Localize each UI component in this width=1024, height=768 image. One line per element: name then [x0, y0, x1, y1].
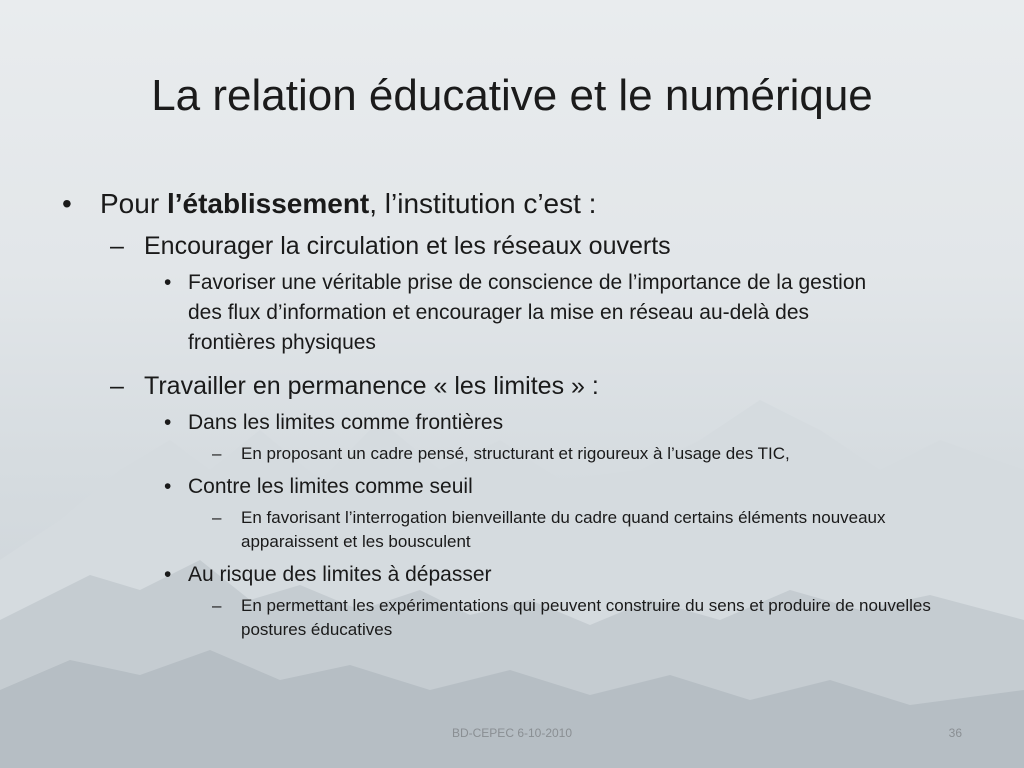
bullet-prefix: Pour	[100, 188, 167, 219]
dash-marker: –	[212, 444, 222, 463]
bullet-suffix: , l’institution c’est :	[369, 188, 597, 219]
bullet-level4	[212, 506, 962, 554]
bullet-marker: •	[62, 188, 72, 219]
page-number: 36	[948, 726, 962, 740]
bullet-level3	[162, 268, 962, 358]
bullet-level1	[62, 184, 962, 224]
bullet-marker: •	[164, 411, 172, 434]
bullet-marker: •	[164, 475, 172, 498]
bullet-text: En favorisant l’interrogation bienveillante du cadre quand certains éléments nouveaux apparaissent et les bousculent	[241, 508, 886, 551]
bullet-text: Travailler en permanence « les limites » :	[144, 372, 599, 400]
bullet-text: En permettant les expérimentations qui peuvent construire du sens et produire de nouvelles postures éducatives	[241, 596, 931, 639]
bullet-level2	[110, 370, 962, 402]
dash-marker: –	[110, 232, 124, 260]
bullet-text: Dans les limites comme frontières	[188, 411, 504, 434]
footer-text: BD-CEPEC 6-10-2010	[451, 726, 573, 740]
bullet-marker: •	[164, 563, 172, 586]
bullet-level3	[162, 408, 962, 438]
bullet-bold-term: l’établissement	[166, 188, 370, 219]
bullet-text: En proposant un cadre pensé, structurant et rigoureux à l’usage des TIC,	[241, 444, 790, 463]
bullet-text: Contre les limites comme seuil	[188, 475, 473, 498]
bullet-text: Favoriser une véritable prise de conscience de l’importance de la gestion des flux d’information et encourager la mise en réseau au-delà des frontières physiques	[188, 271, 867, 354]
dash-marker: –	[110, 372, 124, 400]
slide-title: La relation éducative et le numérique	[151, 71, 873, 120]
bullet-level3	[162, 560, 962, 590]
bullet-level3	[162, 472, 962, 502]
dash-marker: –	[212, 508, 222, 527]
bullet-level4	[212, 442, 962, 466]
bullet-text: Au risque des limites à dépasser	[188, 563, 492, 586]
bullet-level4	[212, 594, 962, 642]
bullet-marker: •	[164, 271, 172, 294]
bullet-level2	[110, 230, 962, 262]
slide-content	[62, 184, 962, 642]
bullet-text: Encourager la circulation et les réseaux ouverts	[144, 232, 671, 260]
dash-marker: –	[212, 596, 222, 615]
